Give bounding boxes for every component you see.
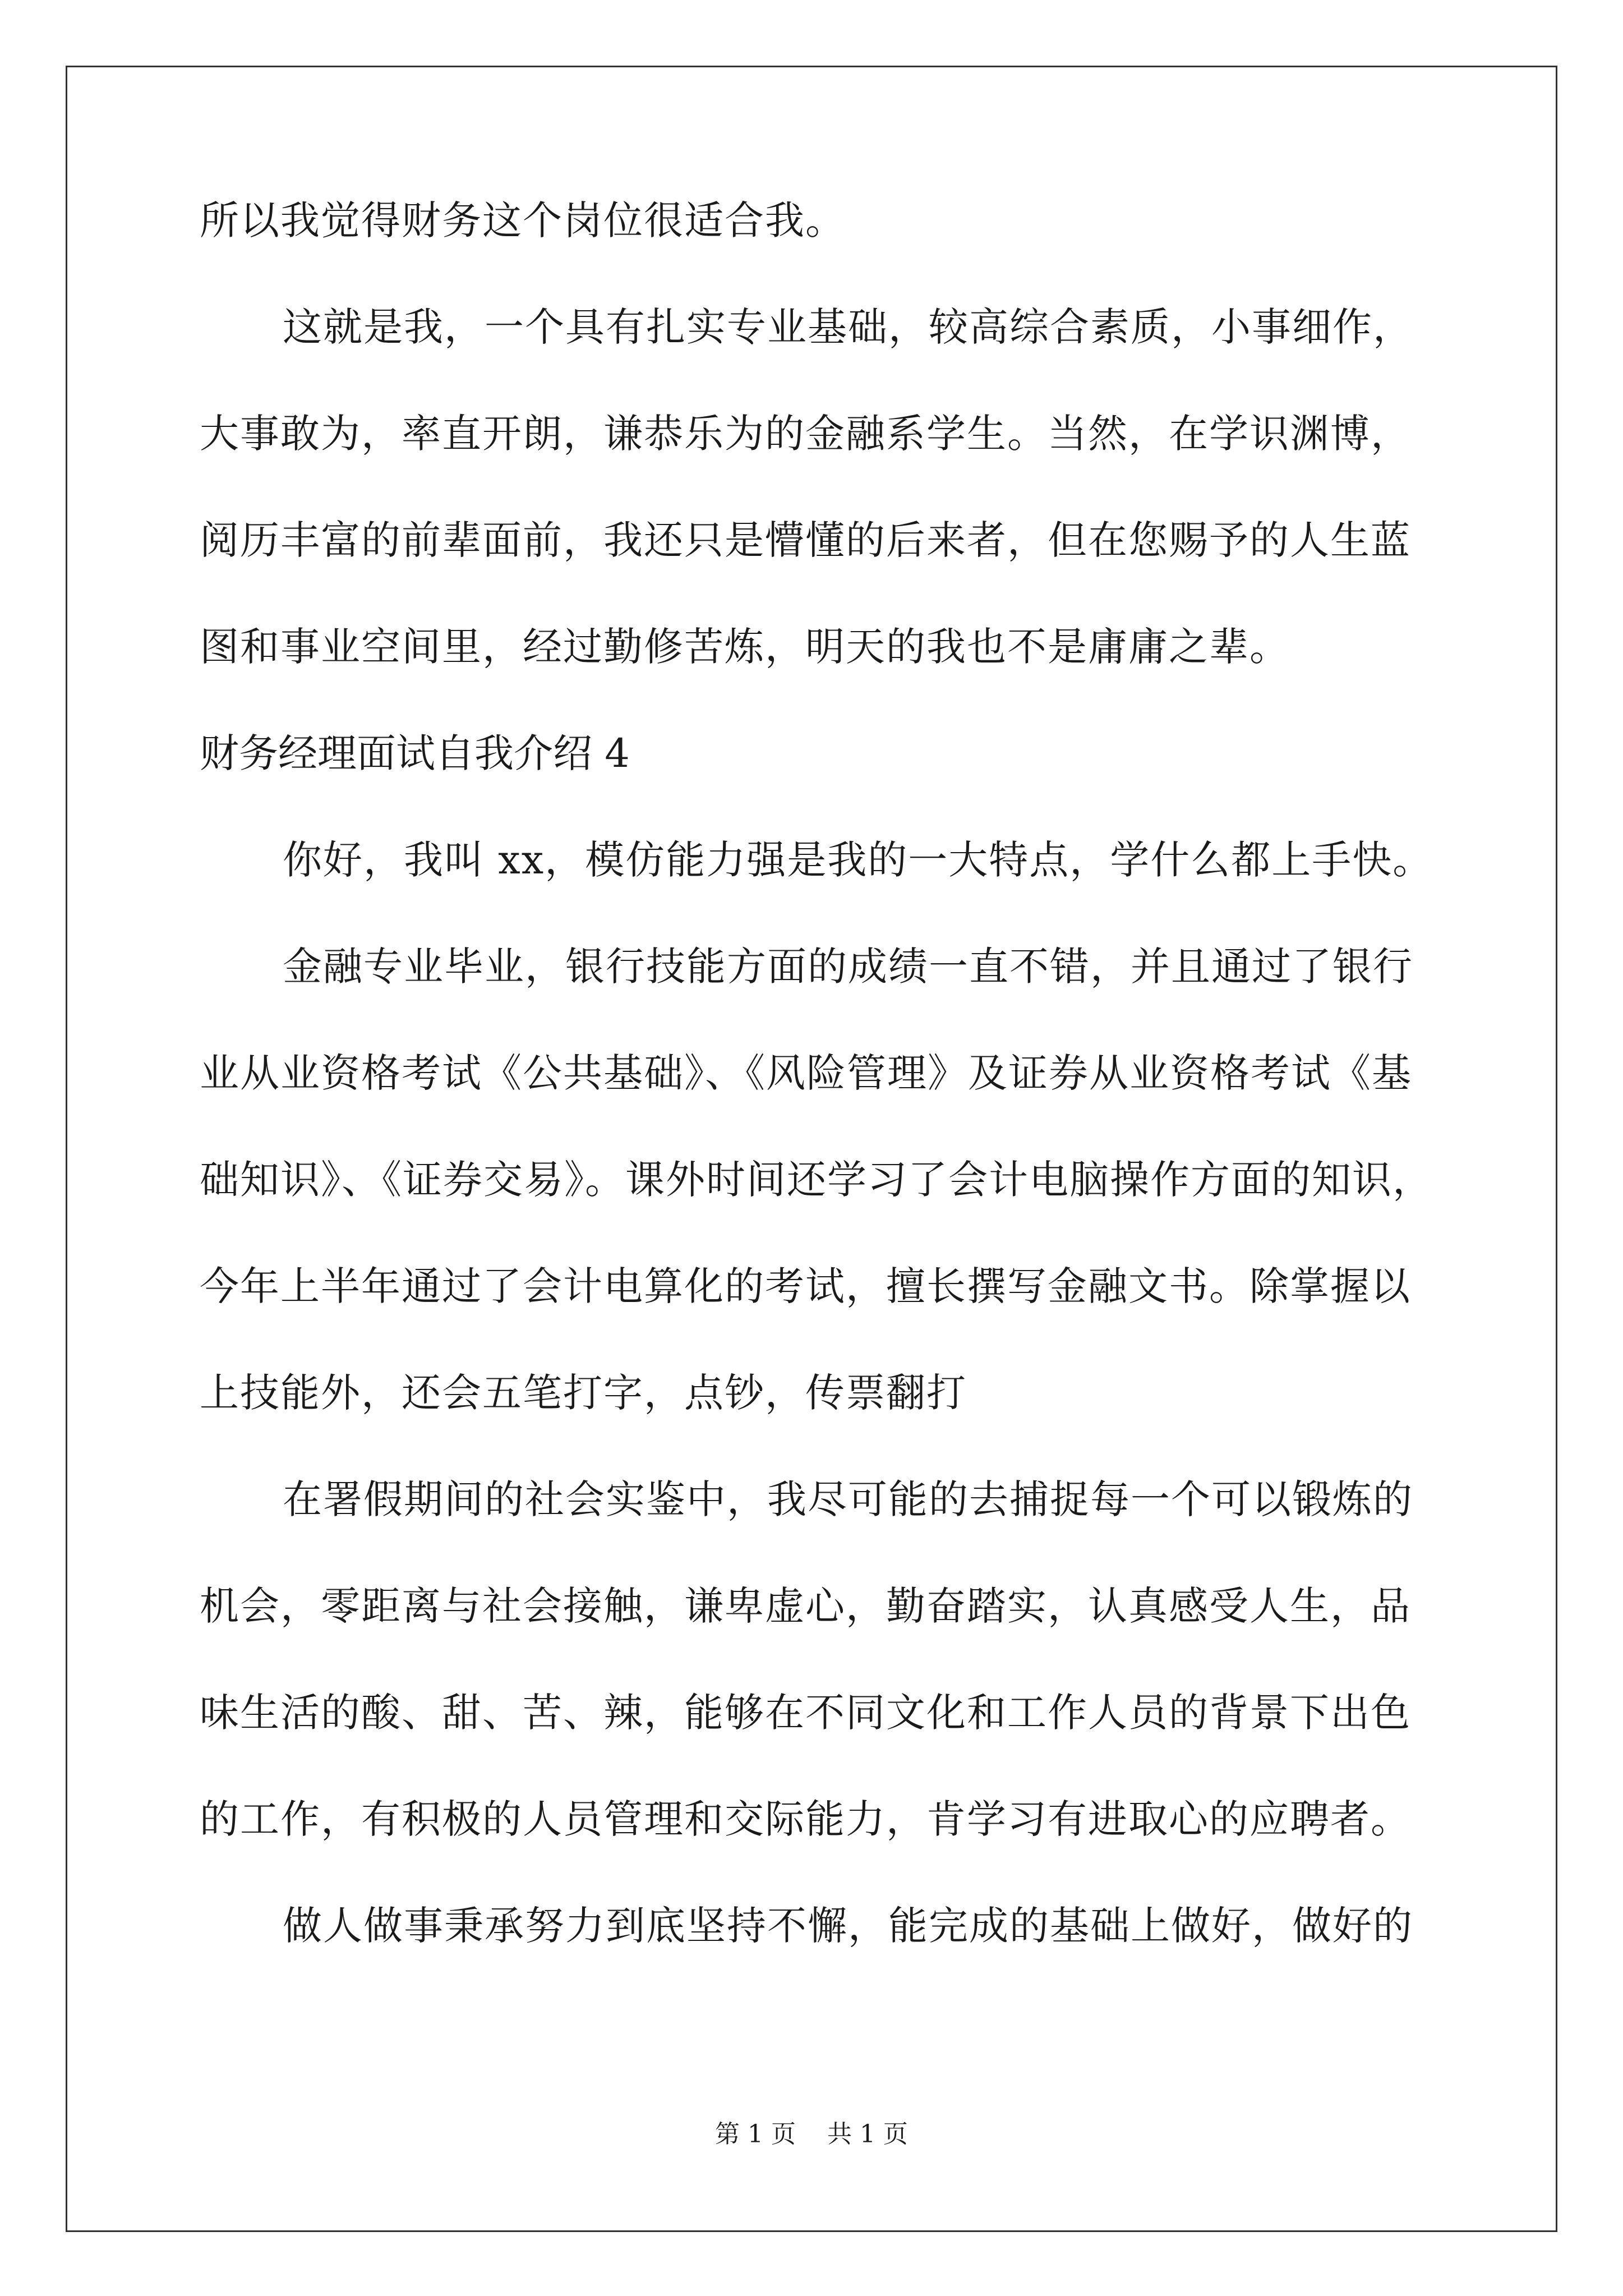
paragraph-line: 所以我觉得财务这个岗位很适合我。 <box>200 197 846 243</box>
section-heading: 财务经理面试自我介绍 4 <box>200 730 630 776</box>
document-body <box>200 194 1433 2005</box>
paragraph-line: 的工作，有积极的人员管理和交际能力，肯学习有进取心的应聘者。 <box>200 1796 1411 1842</box>
paragraph-line: 这就是我，一个具有扎实专业基础，较高综合素质，小事细作， <box>283 304 1413 350</box>
page-footer: 第 1 页 共 1 页 <box>715 2120 908 2148</box>
paragraph-line: 今年上半年通过了会计电算化的考试，擅长撰写金融文书。除掌握以 <box>200 1263 1411 1309</box>
paragraph-line: 你好，我叫 xx，模仿能力强是我的一大特点，学什么都上手快。 <box>283 837 1433 883</box>
paragraph-line: 上技能外，还会五笔打字，点钞，传票翻打 <box>200 1370 967 1416</box>
paragraph-line: 阅历丰富的前辈面前，我还只是懵懂的后来者，但在您赐予的人生蓝 <box>200 517 1411 563</box>
paragraph-line: 图和事业空间里，经过勤修苦炼，明天的我也不是庸庸之辈。 <box>200 624 1290 670</box>
paragraph-line: 金融专业毕业，银行技能方面的成绩一直不错，并且通过了银行 <box>283 944 1413 990</box>
paragraph-line: 做人做事秉承努力到底坚持不懈，能完成的基础上做好，做好的 <box>283 1903 1413 1949</box>
paragraph-line: 机会，零距离与社会接触，谦卑虚心，勤奋踏实，认真感受人生，品 <box>200 1583 1411 1629</box>
paragraph-line: 础知识》、《证券交易》。课外时间还学习了会计电脑操作方面的知识， <box>200 1157 1433 1203</box>
paragraph-line: 业从业资格考试《公共基础》、《风险管理》及证券从业资格考试《基 <box>200 1050 1412 1096</box>
paragraph-line: 味生活的酸、甜、苦、辣，能够在不同文化和工作人员的背景下出色 <box>200 1690 1411 1736</box>
paragraph-line: 大事敢为，率直开朗，谦恭乐为的金融系学生。当然，在学识渊博， <box>200 411 1411 457</box>
paragraph-line: 在署假期间的社会实鉴中，我尽可能的去捕捉每一个可以锻炼的 <box>283 1476 1413 1522</box>
